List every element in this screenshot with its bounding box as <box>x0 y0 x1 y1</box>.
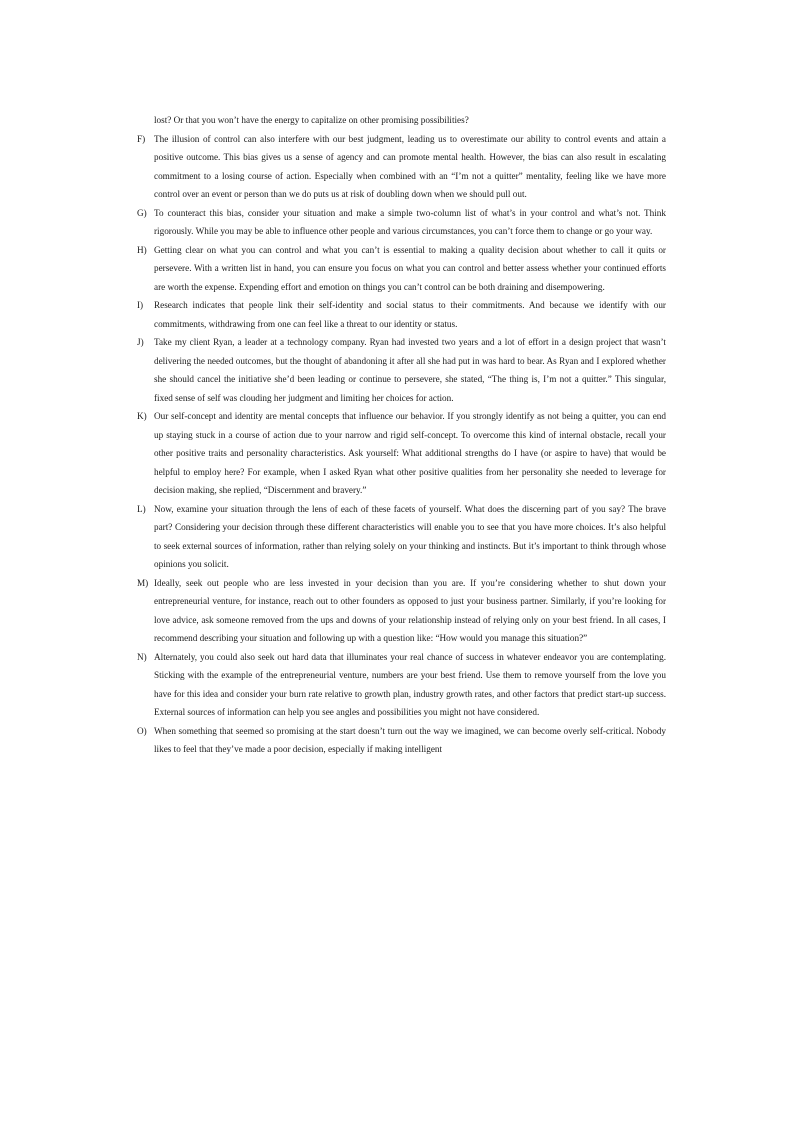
paragraph-label: K) <box>137 411 147 421</box>
paragraph-text: Our self-concept and identity are mental concepts that influence our behavior. If you strongly identify as not being a quitter, you can end up staying stuck in a course of action due to your narrow and rigid self-concept. To overcome this kind of internal obstacle, recall your other positive traits and personality characteristics. Ask yourself: What additional strengths do I have (or aspire to have) that would be helpful to employ here? For example, when I asked Ryan what other positive qualities from her personality she needed to leverage for decision making, she replied, “Discernment and bravery.” <box>154 411 666 495</box>
paragraph-text: Getting clear on what you can control and what you can’t is essential to making a quality decision about whether to call it quits or persevere. With a written list in hand, you can ensure you focus on what you can control and better assess whether your continued efforts are worth the expense. Expending effort and emotion on things you can’t control can be both draining and disempowering. <box>154 244 666 292</box>
paragraph-label: F) <box>137 133 146 144</box>
paragraph-text: Take my client Ryan, a leader at a technology company. Ryan had invested two years and a lot of effort in a design project that wasn’t delivering the needed outcomes, but the thought of abandoning it after all she had put in was hard to bear. As Ryan and I explored whether she should cancel the initiative she’d been leading or continue to persevere, she stated, “The thing is, I’m not a quitter.” This singular, fixed sense of self was clouding her judgment and limiting her choices for action. <box>154 337 666 403</box>
paragraph-k <box>133 407 666 500</box>
paragraph-label: M) <box>137 577 149 588</box>
paragraph-l <box>133 500 666 574</box>
paragraph-label: J) <box>137 337 144 347</box>
paragraph-h <box>133 241 666 297</box>
paragraph-label: I) <box>137 300 144 310</box>
paragraph-g <box>133 204 666 241</box>
paragraph-text: When something that seemed so promising at the start doesn’t turn out the way we imagined, we can become overly self-critical. Nobody likes to feel that they’ve made a poor decision, especially if making intelligent <box>154 725 666 754</box>
lead-continuation-text: lost? Or that you won’t have the energy to capitalize on other promising possibilities? <box>154 115 469 125</box>
paragraph-text: Research indicates that people link their self-identity and social status to their commitments. And because we identify with our commitments, withdrawing from one can feel like a threat to our identity or status. <box>154 300 666 329</box>
paragraph-label: O) <box>137 725 147 736</box>
paragraph-label: H) <box>137 244 147 255</box>
paragraph-label: G) <box>137 207 147 218</box>
paragraph-label: L) <box>137 503 146 514</box>
paragraph-text: Alternately, you could also seek out hard data that illuminates your real chance of success in whatever endeavor you are contemplating. Sticking with the example of the entrepreneurial venture, numbers are your best friend. Use them to remove yourself from the love you have for this idea and consider your burn rate relative to growth plan, industry growth rates, and other factors that predict start-up success. External sources of information can help you see angles and possibilities you might not have considered. <box>154 651 666 717</box>
paragraph-j <box>133 333 666 407</box>
paragraph-n <box>133 648 666 722</box>
paragraph-m <box>133 574 666 648</box>
paragraph-i <box>133 296 666 333</box>
paragraph-text: Ideally, seek out people who are less invested in your decision than you are. If you’re considering whether to shut down your entrepreneurial venture, for instance, reach out to other founders as opposed to just your business partner. Similarly, if you’re looking for love advice, ask someone removed from the ups and downs of your relationship instead of relying only on your best friend. In all cases, I recommend describing your situation and following up with a question like: “How would you manage this situation?” <box>154 577 666 643</box>
article-body <box>133 111 666 759</box>
paragraph-text: The illusion of control can also interfere with our best judgment, leading us to overestimate our ability to control events and attain a positive outcome. This bias gives us a sense of agency and can promote mental health. However, the bias can also result in escalating commitment to a losing course of action. Especially when combined with an “I’m not a quitter” mentality, feeling like we have more control over an event or person than we do puts us at risk of doubling down when we should pull out. <box>154 133 666 199</box>
paragraph-text: To counteract this bias, consider your situation and make a simple two-column list of what’s in your control and what’s not. Think rigorously. While you may be able to influence other people and various circumstances, you can’t force them to change or go your way. <box>154 207 666 236</box>
paragraph-label: N) <box>137 651 147 662</box>
paragraph-f <box>133 130 666 204</box>
paragraph-text: Now, examine your situation through the lens of each of these facets of yourself. What does the discerning part of you say? The brave part? Considering your decision through these different characteristics will enable you to see that you have more choices. It’s also helpful to seek external sources of information, rather than relying solely on your thinking and instincts. But it’s important to think through whose opinions you solicit. <box>154 503 666 569</box>
paragraph-o <box>133 722 666 759</box>
